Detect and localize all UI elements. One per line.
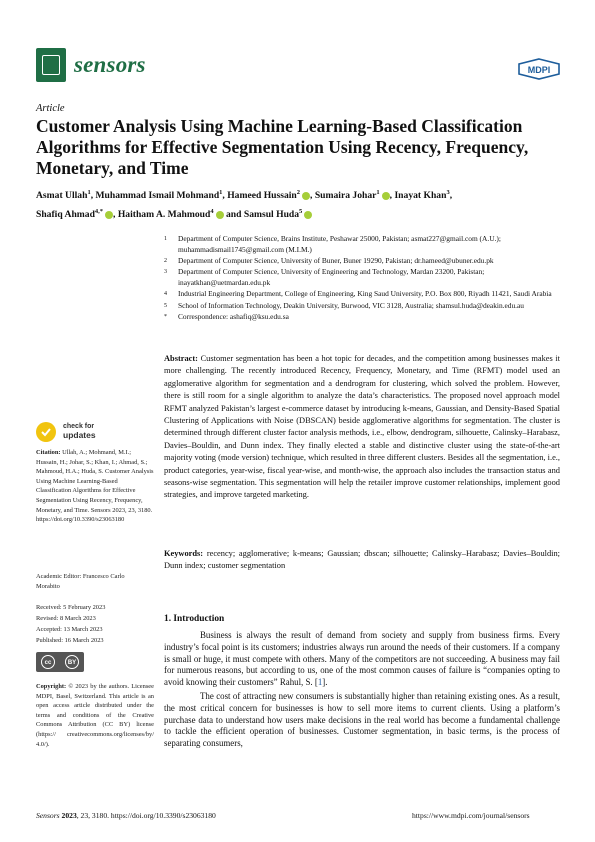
copyright-label: Copyright: (36, 683, 67, 690)
journal-url-link[interactable]: https://www.mdpi.com/journal/sensors (412, 811, 530, 820)
author-separator: and (223, 209, 244, 221)
affiliation-text: Department of Computer Science, University of Buner, Buner 19290, Pakistan; dr.hameed@ubuner.edu.pk (178, 256, 494, 266)
paper-title: Customer Analysis Using Machine Learning-Based Classification Algorithms for Effective Segmentation Using Recency, Frequency, Monetary, and Time (36, 116, 529, 178)
section-heading: 1. Introduction (164, 614, 225, 624)
publisher-name: MDPI (527, 65, 551, 75)
author-separator: , (222, 190, 228, 202)
copyright-text: © 2023 by the authors. Licensee MDPI, Basel, Switzerland. This article is an open access article distributed under the terms and conditions of the Creative Commons Attribution (CC BY) license (https:// creativecommons.org/licenses/by/ 4.0/). (36, 683, 154, 748)
keywords-label: Keywords: (164, 549, 204, 558)
affiliation-text: Department of Computer Science, University of Engineering and Technology, Mardan 23200, Pakistan; inayatkhan@uetmardan.edu.pk (178, 267, 485, 288)
citation-text: Ullah, A.; Mohmand, M.I.; Hussain, H.; Johar, S.; Khan, I.; Ahmad, S.; Mahmoud, H.A.; Huda, S. Customer Analysis Using Machine Learning-Based Classification Algorithms for Effective Segmentation Using Recency, Frequency, Monetary, and Time. Sensors 2023, 23, 3180. https://doi.org/10.3390/s23063180 (36, 449, 154, 524)
author-name: Shafiq Ahmad (36, 209, 95, 221)
affiliation-text: Department of Computer Science, Brains Institute, Peshawar 25000, Pakistan; asmat227@gmail.com (A.U.); muhammadismail1745@gmail.com (M.I.M.) (178, 234, 501, 254)
affiliation-number: * (164, 314, 167, 321)
academic-editor: Academic Editor: Francesco Carlo Morabito (36, 573, 125, 590)
affiliation-number: 1 (164, 236, 167, 242)
abstract-label: Abstract: (164, 354, 198, 363)
author-name: Asmat Ullah (36, 190, 88, 202)
affiliation-text: Correspondence: ashafiq@ksu.edu.sa (178, 312, 289, 322)
author-affiliation-mark: 3 (446, 189, 450, 196)
author-affiliation-mark: 2 (296, 189, 301, 196)
orcid-icon[interactable] (382, 192, 390, 200)
author-name: Samsul Huda (243, 209, 300, 221)
affiliation-text: School of Information Technology, Deakin University, Burwood, VIC 3128, Australia; shamsul.huda@deakin.edu.au (178, 300, 524, 310)
footer-citation (36, 811, 216, 820)
affiliation-number: 3 (164, 269, 167, 276)
author-name: Haitham A. Mahmoud (117, 209, 211, 221)
author-name: Muhammad Ismail Mohmand (95, 190, 220, 202)
author-separator: , (389, 190, 395, 202)
affiliation-item (164, 312, 564, 323)
author-name: Sumaira Johar (314, 190, 377, 202)
keywords-text: recency; agglomerative; k-means; Gaussian; dbscan; silhouette; Calinsky–Harabasz; Davies–Bouldin; Dunn index; customer segmentation (164, 549, 561, 571)
copyright-block (36, 682, 154, 749)
affiliations (164, 234, 564, 323)
author-affiliation-mark: 5 (299, 208, 303, 216)
author-list (36, 185, 576, 223)
paragraph: The cost of attracting new consumers is substantially higher than retaining existing ones. As a result, the most critical concern for businesses is how to sell more items to current clients. Using a platform’s purchase data to understand how users make decisions in the real world has become a fundamental challenge to tackle the efficient operation of businesses. Customer segmentation, in basic terms, is the process of separating consumers, (164, 690, 560, 749)
check-for-updates-button[interactable] (36, 422, 96, 442)
date-published: Published: 16 March 2023 (36, 637, 104, 644)
paragraph: Business is always the result of demand from society and supply from business firms. Every industry’s focal point is its customers; industries always run around the needs of their customers. If a company is small or huge, it must compete with others. Many of the competitors are not succeeding. A business may fail for numerous reasons, but according to us, one of the most common causes of failure is “companies opting to avoid knowing their customers” Rahul, S. [1]. (164, 630, 560, 688)
author-separator: , (90, 190, 96, 202)
orcid-icon[interactable] (105, 211, 113, 219)
introduction-body (164, 630, 560, 752)
author-affiliation-mark: 4,* (94, 208, 104, 216)
affiliation-number: 4 (164, 291, 167, 298)
affiliation-item (164, 256, 564, 267)
orcid-icon[interactable] (302, 192, 310, 200)
check-updates-line2: updates (63, 430, 96, 440)
date-received: Received: 5 February 2023 (36, 604, 106, 611)
cc-by-license-badge[interactable] (36, 652, 84, 672)
cc-icon: cc (41, 655, 55, 669)
affiliation-item (164, 267, 564, 289)
by-icon: BY (65, 655, 79, 669)
footer-year: 2023 (61, 811, 77, 820)
author-affiliation-mark: 1 (219, 189, 223, 196)
chip-icon (42, 55, 60, 75)
keywords (164, 548, 560, 573)
affiliation-number: 5 (164, 302, 167, 309)
date-accepted: Accepted: 13 March 2023 (36, 626, 103, 633)
mdpi-logo[interactable] (516, 58, 562, 80)
orcid-icon[interactable] (304, 211, 312, 219)
date-revised: Revised: 8 March 2023 (36, 615, 96, 622)
orcid-icon[interactable] (216, 211, 224, 219)
article-type: Article (36, 103, 65, 114)
affiliation-item (164, 289, 564, 300)
author-affiliation-mark: 4 (210, 208, 214, 216)
author-separator: , (449, 190, 453, 202)
abstract (164, 353, 560, 502)
citation-label: Citation: (36, 449, 61, 456)
author-affiliation-mark: 1 (87, 189, 91, 196)
abstract-text: Customer segmentation has been a hot topic for decades, and the competition among businesses makes it more challenging. The recently introduced Recency, Frequency, Monetary, and Time (RFMT) model used an agglomerative algorithm for segmentation and a dendrogram for clustering, which solved the problem. However, there is still room for a single algorithm to analyze the data’s characteristics. The proposed novel approach model RFMT analyzed Pakistan’s largest e-commerce dataset by introducing k-means, Gaussian, and Density-Based Spatial Clustering of Applications with Noise (DBSCAN) beside agglomerative algorithms for segmentation. The cluster is determined through different cluster factor analysis methods, i.e., elbow, dendrogram, silhouette, Calinsky–Harabasz, Davies–Bouldin, and Dunn index. They finally elected a stable and distinctive cluster using the state-of-the-art majority voting (mode version) technique, which resulted in three different clusters. Besides all the segmentation, i.e., product categories, year-wise, fiscal year-wise, and month-wise, the approach also includes the transaction status and seasons-wise segmentation. This segmentation will help the retailer improve customer relationships, implement good strategies, and improve targeted marketing. (164, 354, 561, 500)
check-updates-line1: check for (63, 423, 95, 430)
citation-block (36, 448, 154, 525)
author-name: Hameed Hussain (227, 190, 297, 202)
journal-name[interactable]: sensors (74, 52, 146, 77)
check-updates-icon (36, 422, 56, 442)
reference-link[interactable]: 1 (317, 677, 323, 688)
author-affiliation-mark: 1 (376, 189, 380, 196)
author-separator: , (310, 190, 315, 202)
affiliation-item (164, 234, 564, 256)
footer-citation-rest: , 23, 3180. https://doi.org/10.3390/s23063180 (76, 811, 216, 820)
affiliation-item (164, 301, 564, 312)
author-separator: , (113, 209, 118, 221)
footer-journal: Sensors (36, 811, 60, 820)
affiliation-number: 2 (164, 258, 167, 265)
affiliation-text: Industrial Engineering Department, College of Engineering, King Saud University, P.O. Box 800, Riyadh 11421, Saudi Arabia (178, 289, 552, 299)
author-name: Inayat Khan (394, 190, 447, 202)
